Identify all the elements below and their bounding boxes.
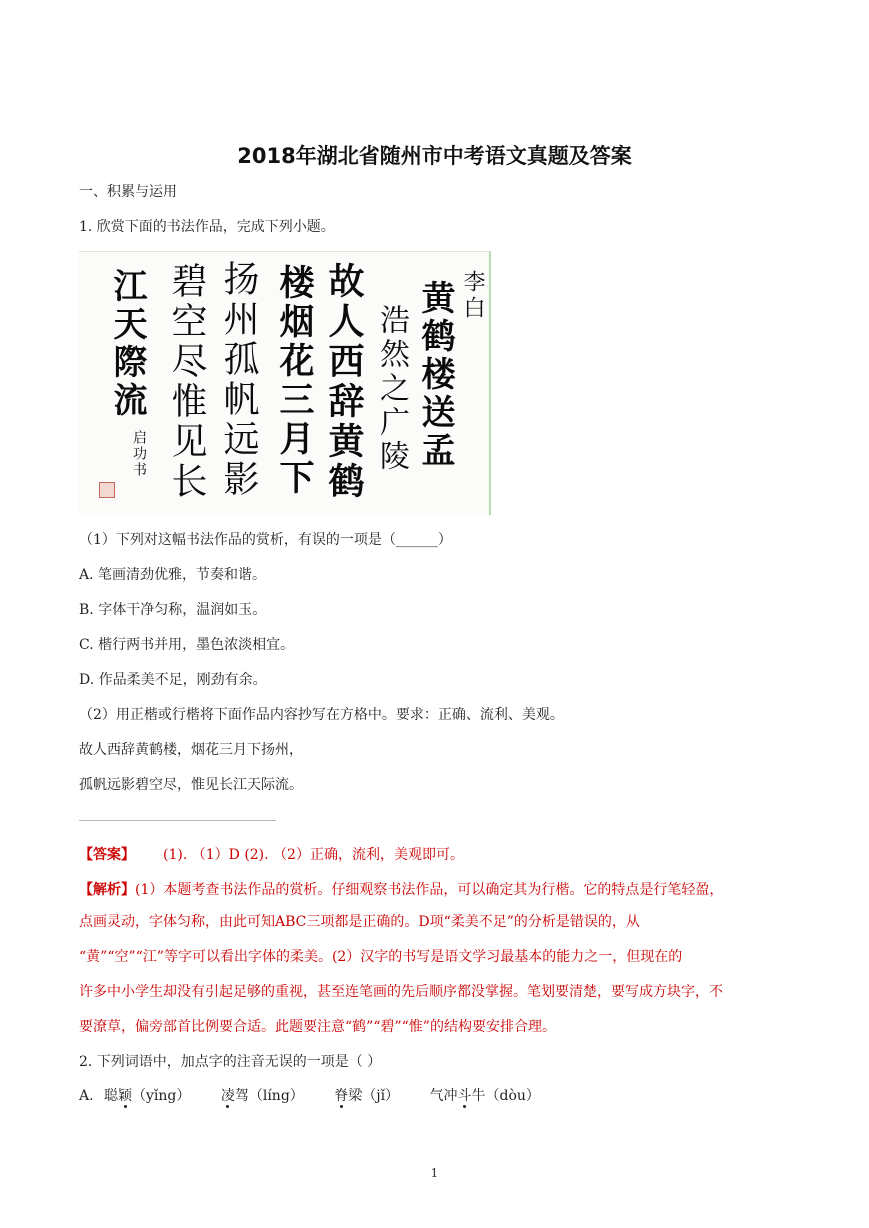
question-2-stem: 2. 下列词语中，加点字的注音无误的一项是（ ） [79, 1054, 382, 1070]
calligraphy-column: 楼烟花三月下 [274, 264, 315, 498]
calligraphy-image [79, 251, 491, 515]
poem-line-1: 故人西辞黄鹤楼，烟花三月下扬州， [79, 742, 303, 758]
answer-text: (1). （1）D (2). （2）正确，流利，美观即可。 [163, 847, 464, 863]
analysis-line: 许多中小学生却没有引起足够的重视，甚至连笔画的先后顺序都没掌握。笔划要清楚，要写成方块字，不 [79, 984, 723, 1000]
answer-line [79, 845, 464, 865]
question-1-sub2: （2）用正楷或行楷将下面作品内容抄写在方格中。要求：正确、流利、美观。 [79, 707, 564, 723]
poem-line-2: 孤帆远影碧空尽，惟见长江天际流。 [79, 777, 303, 793]
page-number: 1 [430, 1166, 439, 1180]
pinyin: （líng） [248, 1088, 304, 1104]
word-item: 脊梁（jǐ） [334, 1088, 400, 1104]
pinyin: （yǐng） [132, 1088, 191, 1104]
pinyin: （jǐ） [362, 1088, 400, 1104]
word-item: 凌驾（líng） [220, 1088, 304, 1104]
dotted-char: 斗 [457, 1088, 472, 1104]
calligraphy-column: 李白 [460, 270, 485, 322]
word-item: 气冲斗牛（dòu） [429, 1088, 540, 1104]
dotted-char: 凌 [220, 1088, 235, 1104]
calligraphy-column: 江天際流 [107, 268, 147, 420]
analysis-line [79, 880, 723, 900]
dotted-char: 脊 [334, 1088, 349, 1104]
analysis-line: “黄”“空”“江”等字可以看出字体的柔美。(2）汉字的书写是语文学习最基本的能力之一，但现在的 [79, 949, 683, 965]
analysis-label: 【解析】 [79, 882, 135, 898]
analysis-line: 点画灵动，字体匀称，由此可知ABC三项都是正确的。D项“柔美不足”的分析是错误的，从 [79, 914, 640, 930]
seal-stamp [99, 482, 115, 498]
question-1-sub1: （1）下列对这幅书法作品的赏析，有误的一项是（______） [79, 532, 452, 548]
pinyin: （dòu） [485, 1088, 540, 1104]
answer-label: 【答案】 [79, 847, 135, 863]
calligraphy-column: 扬州孤帆远影 [218, 260, 259, 500]
analysis-line: 要潦草，偏旁部首比例要合适。此题要注意“鹤”“碧”“惟”的结构要安排合理。 [79, 1019, 556, 1035]
analysis-text: (1）本题考查书法作品的赏析。仔细观察书法作品，可以确定其为行楷。它的特点是行笔轻盈， [135, 882, 724, 898]
dotted-char: 颖 [118, 1088, 133, 1104]
option-d: D. 作品柔美不足，刚劲有余。 [79, 672, 267, 688]
option-c: C. 楷行两书并用，墨色浓淡相宜。 [79, 637, 295, 653]
calligraphy-column: 故人西辞黄鹤 [323, 262, 365, 502]
calligraphy-column: 浩然之广陵 [374, 304, 409, 474]
page-title: 2018年湖北省随州市中考语文真题及答案 [237, 144, 632, 168]
question-1-stem: 1. 欣赏下面的书法作品，完成下列小题。 [79, 219, 335, 235]
calligraphy-column: 碧空尽惟见长 [166, 262, 207, 502]
calligraphy-column: 黄鹤楼送孟 [415, 280, 455, 470]
option-a: A. 笔画清劲优雅，节奏和谐。 [79, 567, 267, 583]
section-heading: 一、积累与运用 [79, 184, 177, 200]
calligraphy-signature: 启功书 [131, 430, 147, 478]
separator-line [79, 820, 276, 821]
word-item: 聪颖（yǐng） [104, 1088, 191, 1104]
option-letter: A. [79, 1088, 94, 1104]
question-2-option-a [79, 1086, 540, 1106]
option-b: B. 字体干净匀称，温润如玉。 [79, 602, 267, 618]
